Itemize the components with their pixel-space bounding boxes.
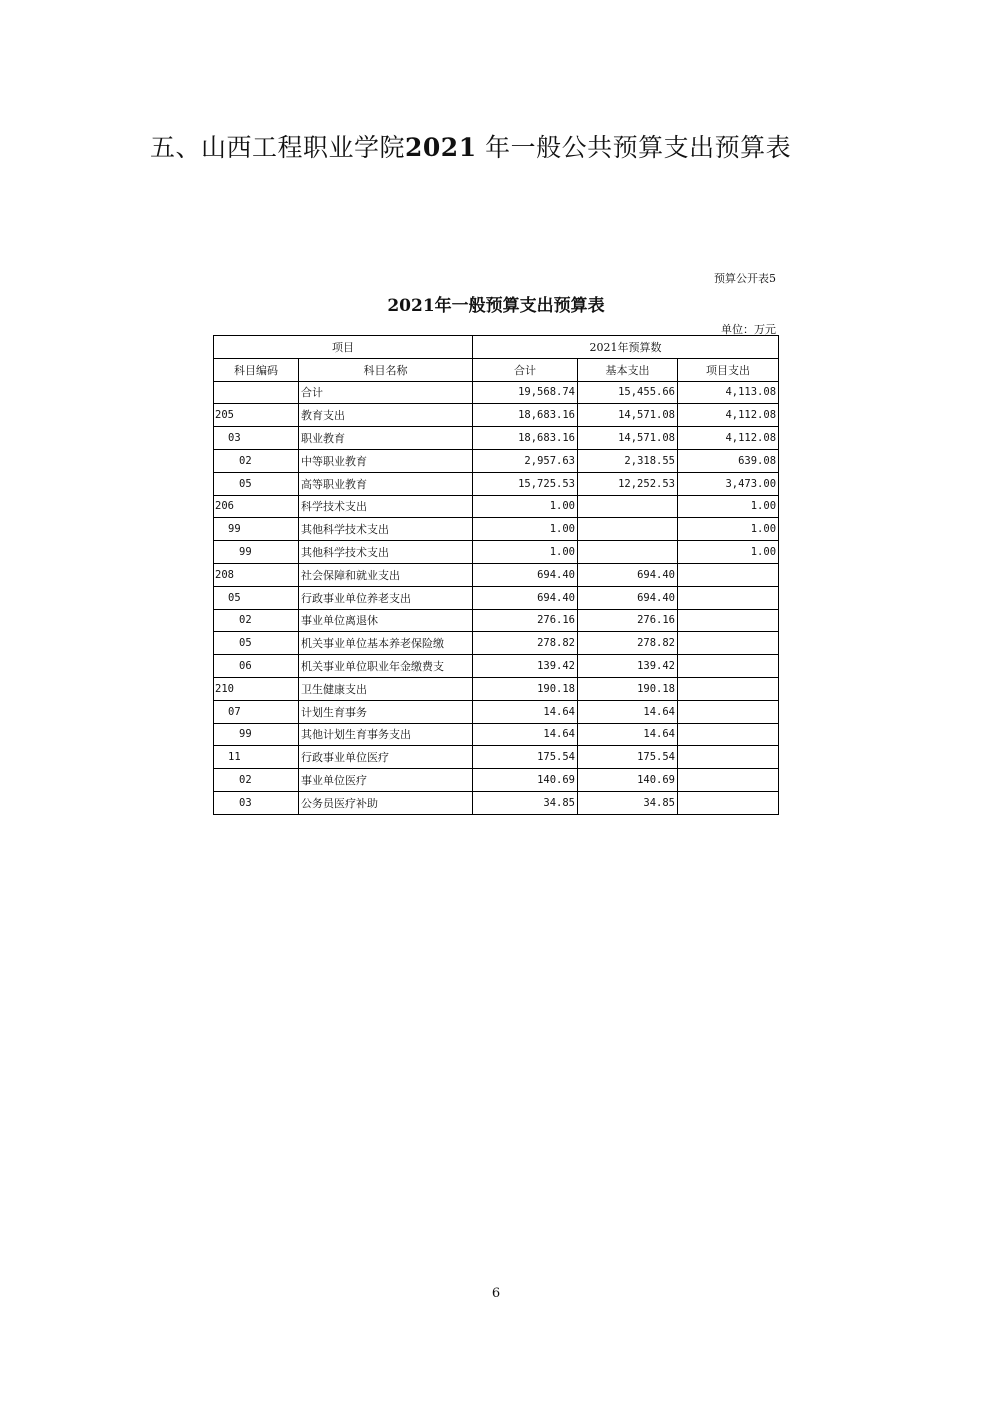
cell-total: 14.64 [473,723,578,746]
cell-total: 175.54 [473,746,578,769]
cell-code: 03 [214,427,299,450]
cell-code: 208 [214,563,299,586]
column-header-name: 科目名称 [299,358,473,381]
table-row [214,427,779,450]
column-header-total: 合计 [473,358,578,381]
cell-basic: 14.64 [578,700,678,723]
cell-name: 事业单位医疗 [299,769,473,792]
cell-basic [578,518,678,541]
cell-name: 行政事业单位养老支出 [299,586,473,609]
cell-code: 205 [214,404,299,427]
cell-basic [578,495,678,518]
table-row [214,677,779,700]
cell-basic: 14,571.08 [578,427,678,450]
cell-total: 139.42 [473,655,578,678]
table-row [214,609,779,632]
column-header-code: 科目编码 [214,358,299,381]
cell-total: 276.16 [473,609,578,632]
cell-code: 05 [214,632,299,655]
cell-basic: 139.42 [578,655,678,678]
cell-code [214,381,299,404]
column-header-project: 项目支出 [678,358,779,381]
form-id: 预算公开表5 [714,272,776,285]
table-row [214,472,779,495]
table-row [214,723,779,746]
cell-code: 206 [214,495,299,518]
cell-name: 计划生育事务 [299,700,473,723]
cell-total: 14.64 [473,700,578,723]
cell-name: 机关事业单位基本养老保险缴 [299,632,473,655]
heading-suffix: 年一般公共预算支出预算表 [485,133,792,162]
table-row [214,518,779,541]
page-heading [150,128,791,164]
table-row [214,746,779,769]
cell-project [678,791,779,814]
group-header-item: 项目 [214,336,473,359]
cell-total: 18,683.16 [473,404,578,427]
table-row [214,586,779,609]
cell-basic: 694.40 [578,586,678,609]
cell-project: 1.00 [678,518,779,541]
table-row [214,563,779,586]
cell-basic: 694.40 [578,563,678,586]
cell-code: 05 [214,586,299,609]
cell-project [678,609,779,632]
cell-project: 639.08 [678,449,779,472]
cell-project: 3,473.00 [678,472,779,495]
cell-project: 1.00 [678,541,779,564]
cell-basic: 2,318.55 [578,449,678,472]
group-header-row [214,336,779,359]
cell-code: 99 [214,541,299,564]
cell-total: 2,957.63 [473,449,578,472]
cell-basic: 12,252.53 [578,472,678,495]
cell-basic: 34.85 [578,791,678,814]
budget-table [213,335,779,815]
cell-total: 694.40 [473,563,578,586]
cell-name: 高等职业教育 [299,472,473,495]
cell-total: 1.00 [473,495,578,518]
table-row [214,655,779,678]
cell-code: 02 [214,769,299,792]
cell-project: 4,112.08 [678,427,779,450]
cell-basic: 15,455.66 [578,381,678,404]
cell-name: 科学技术支出 [299,495,473,518]
cell-project: 1.00 [678,495,779,518]
cell-total: 34.85 [473,791,578,814]
cell-name: 社会保障和就业支出 [299,563,473,586]
cell-project [678,563,779,586]
cell-name: 其他计划生育事务支出 [299,723,473,746]
table-row [214,404,779,427]
cell-code: 07 [214,700,299,723]
cell-basic [578,541,678,564]
cell-name: 教育支出 [299,404,473,427]
heading-year: 2021 [405,133,477,162]
group-header-budget: 2021年预算数 [473,336,779,359]
cell-name: 公务员医疗补助 [299,791,473,814]
cell-total: 15,725.53 [473,472,578,495]
cell-total: 278.82 [473,632,578,655]
cell-basic: 140.69 [578,769,678,792]
unit-label: 单位：万元 [721,323,776,336]
table-row [214,700,779,723]
cell-basic: 14.64 [578,723,678,746]
cell-code: 210 [214,677,299,700]
table-header [214,336,779,382]
cell-project: 4,113.08 [678,381,779,404]
cell-name: 卫生健康支出 [299,677,473,700]
page-number: 6 [491,1286,501,1301]
table-row [214,632,779,655]
cell-basic: 175.54 [578,746,678,769]
cell-code: 99 [214,518,299,541]
cell-total: 140.69 [473,769,578,792]
cell-project [678,677,779,700]
table-row [214,769,779,792]
cell-name: 职业教育 [299,427,473,450]
cell-basic: 190.18 [578,677,678,700]
cell-name: 其他科学技术支出 [299,518,473,541]
cell-code: 03 [214,791,299,814]
cell-name: 中等职业教育 [299,449,473,472]
cell-code: 02 [214,449,299,472]
cell-total: 694.40 [473,586,578,609]
cell-name: 事业单位离退休 [299,609,473,632]
table-row [214,541,779,564]
column-header-basic: 基本支出 [578,358,678,381]
cell-code: 05 [214,472,299,495]
cell-name: 行政事业单位医疗 [299,746,473,769]
cell-total: 19,568.74 [473,381,578,404]
cell-project [678,723,779,746]
cell-project [678,586,779,609]
cell-code: 99 [214,723,299,746]
table-row [214,381,779,404]
table-row [214,791,779,814]
heading-prefix: 五、山西工程职业学院 [150,133,406,162]
cell-project [678,746,779,769]
cell-code: 11 [214,746,299,769]
cell-project [678,769,779,792]
table-title: 2021年一般预算支出预算表 [387,296,605,316]
column-header-row [214,358,779,381]
cell-total: 18,683.16 [473,427,578,450]
cell-total: 190.18 [473,677,578,700]
table-row [214,495,779,518]
table-body [214,381,779,814]
cell-project [678,655,779,678]
cell-name: 其他科学技术支出 [299,541,473,564]
cell-project [678,632,779,655]
cell-code: 06 [214,655,299,678]
cell-project: 4,112.08 [678,404,779,427]
cell-name: 合计 [299,381,473,404]
cell-total: 1.00 [473,518,578,541]
cell-total: 1.00 [473,541,578,564]
cell-basic: 14,571.08 [578,404,678,427]
cell-basic: 278.82 [578,632,678,655]
table-row [214,449,779,472]
cell-project [678,700,779,723]
cell-code: 02 [214,609,299,632]
cell-basic: 276.16 [578,609,678,632]
cell-name: 机关事业单位职业年金缴费支 [299,655,473,678]
